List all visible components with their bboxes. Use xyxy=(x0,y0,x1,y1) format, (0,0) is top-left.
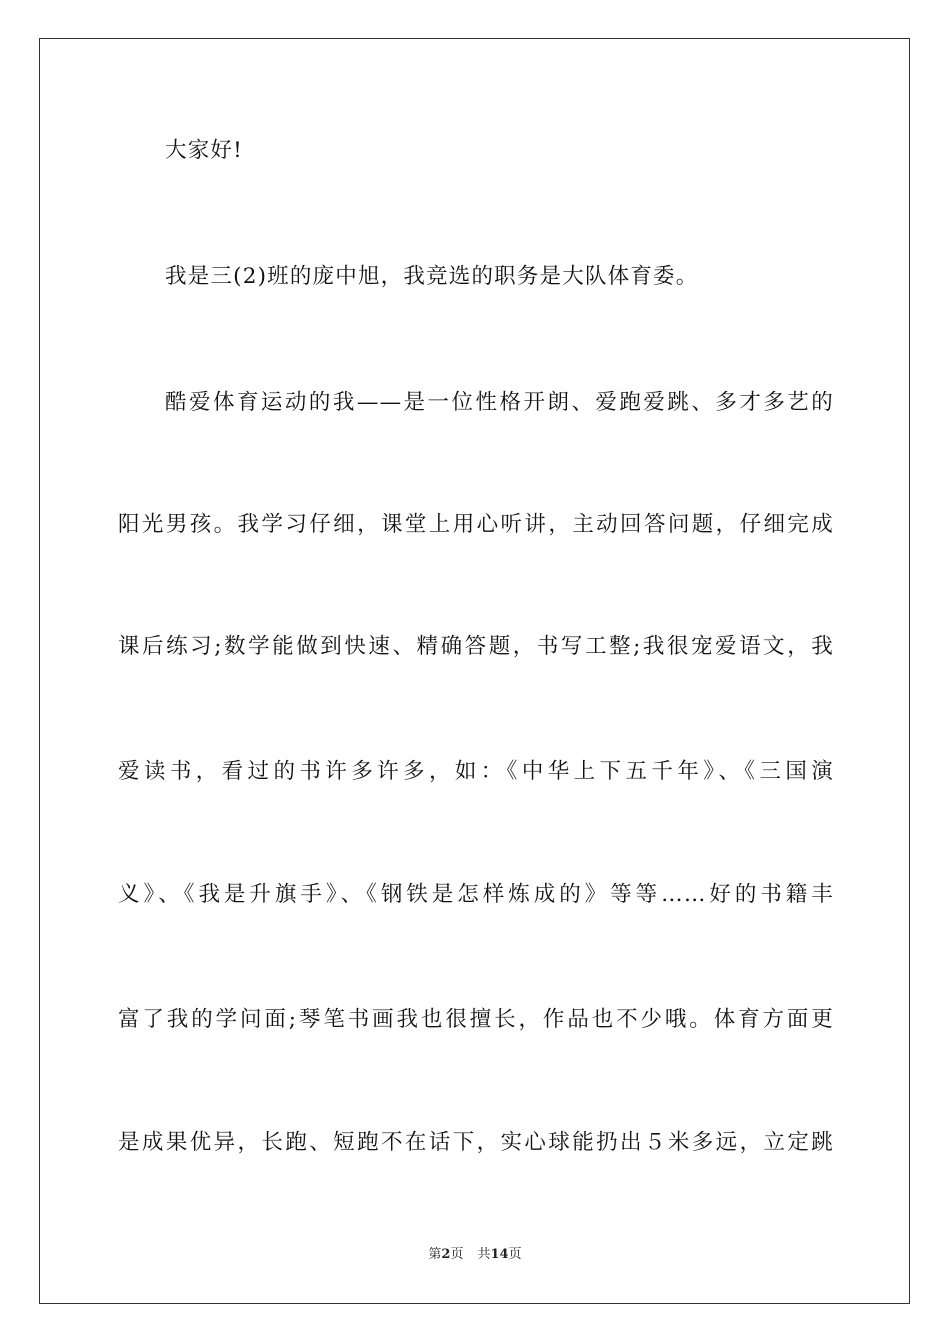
text-line: 是成果优异，长跑、短跑不在话下，实心球能扔出５米多远，立定跳 xyxy=(118,1130,834,1155)
text-line: 爱读书，看过的书许多许多，如：《中华上下五千年》、《三国演 xyxy=(118,759,834,784)
total-suffix: 页 xyxy=(508,1247,522,1262)
text-line: 我是三(2)班的庞中旭，我竞选的职务是大队体育委。 xyxy=(165,264,699,289)
page-suffix: 页 xyxy=(450,1247,464,1262)
page-frame xyxy=(39,38,910,1304)
page-number: 2 xyxy=(441,1247,451,1262)
page-prefix: 第 xyxy=(428,1247,442,1262)
text-line: 大家好! xyxy=(165,138,243,163)
total-pages: 14 xyxy=(490,1247,509,1262)
text-line: 义》、《我是升旗手》、《钢铁是怎样炼成的》等等……好的书籍丰 xyxy=(118,882,834,907)
total-prefix: 共 xyxy=(477,1247,491,1262)
text-line: 课后练习;数学能做到快速、精确答题，书写工整;我很宠爱语文，我 xyxy=(118,634,834,659)
text-line: 富了我的学问面;琴笔书画我也很擅长，作品也不少哦。体育方面更 xyxy=(118,1007,834,1032)
page-footer xyxy=(0,1247,950,1263)
text-line: 酷爱体育运动的我——是一位性格开朗、爱跑爱跳、多才多艺的 xyxy=(165,390,834,415)
text-line: 阳光男孩。我学习仔细，课堂上用心听讲，主动回答问题，仔细完成 xyxy=(118,512,834,537)
